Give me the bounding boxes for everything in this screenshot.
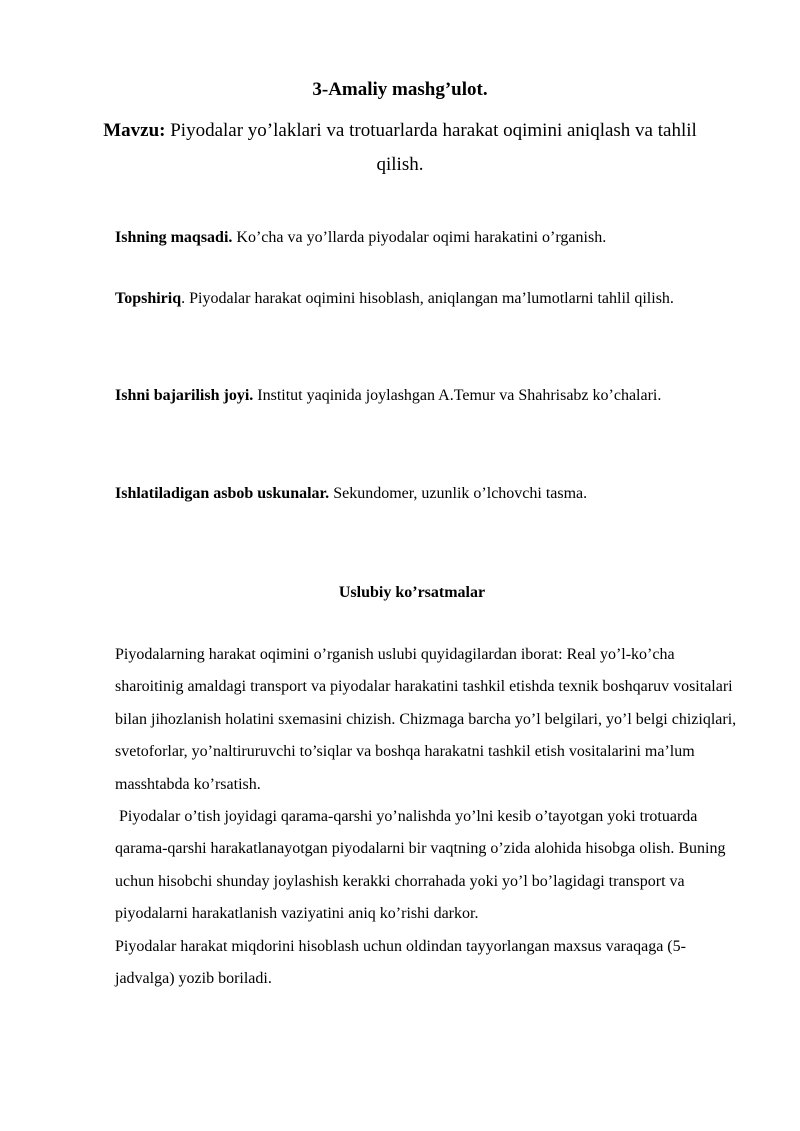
place-label: Ishni bajarilish joyi.: [115, 387, 254, 404]
page-title: 3-Amaliy mashg’ulot.: [312, 79, 488, 100]
goal-text: Ko’cha va yo’llarda piyodalar oqimi harakatini o’rganish.: [232, 229, 607, 246]
body-paragraph-1: Piyodalarning harakat oqimini o’rganish uslubi quyidagilardan iborat: Real yo’l-ko’cha sharoitinig amaldagi transport va piyodalar harakatini tashkil etishda texnik boshqaruv vositalari bilan jihozlanish holatini sxemasini chizish. Chizmaga barcha yo’l belgilari, yo’l belgi chiziqlari, svetoforlar, yo’naltiruruvchi to’siqlar va boshqa harakatni tashkil etish vositalarini ma’lum masshtabda ko’rsatish.: [115, 646, 737, 793]
topic-text: Piyodalar yo’laklari va trotuarlarda harakat oqimini aniqlash va tahlil qilish.: [165, 120, 697, 175]
place-text: Institut yaqinida joylashgan A.Temur va Shahrisabz ko’chalari.: [253, 387, 662, 404]
body-paragraph-3: Piyodalar harakat miqdorini hisoblash uchun oldindan tayyorlangan maxsus varaqaga (5-jadvalga) yozib boriladi.: [115, 937, 686, 988]
goal-label: Ishning maqsadi.: [115, 229, 233, 246]
topic-line: [30, 114, 770, 182]
tools-text: Sekundomer, uzunlik o’lchovchi tasma.: [329, 485, 588, 502]
topic-label: Mavzu:: [103, 120, 166, 141]
task-text: . Piyodalar harakat oqimini hisoblash, aniqlangan ma’lumotlarni tahlil qilish.: [181, 290, 674, 307]
body-text: [115, 639, 745, 995]
section-heading: Uslubiy ko’rsatmalar: [338, 584, 486, 601]
goal-paragraph: [115, 221, 745, 254]
place-paragraph: [115, 379, 745, 412]
body-paragraph-2: Piyodalar o’tish joyidagi qarama-qarshi yo’nalishda yo’lni kesib o’tayotgan yoki trotuarda qarama-qarshi harakatlanayotgan piyodalarni bir vaqtning o’zida alohida hisobga olish. Buning uchun hisobchi shunday joylashish kerakki chorrahada yoki yo’l bo’lagidagi transport va piyodalarni harakatlanish vaziyatini aniq ko’rishi darkor.: [115, 808, 726, 923]
task-paragraph: [115, 282, 745, 315]
task-label: Topshiriq: [115, 290, 182, 307]
tools-paragraph: [115, 477, 745, 510]
tools-label: Ishlatiladigan asbob uskunalar.: [115, 485, 330, 502]
